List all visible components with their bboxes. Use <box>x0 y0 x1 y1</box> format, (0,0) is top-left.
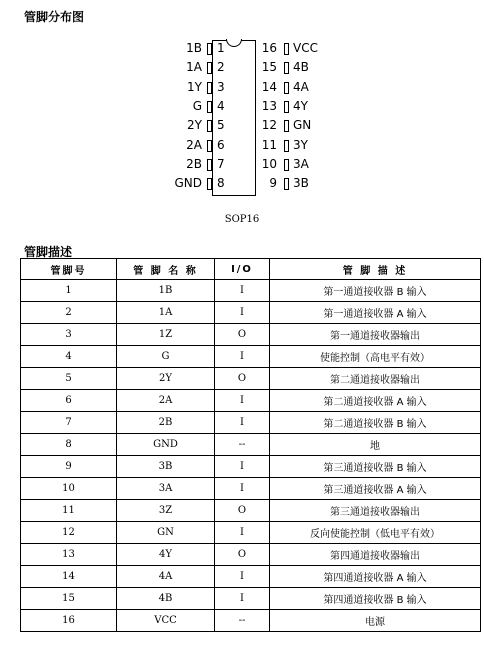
cell-io: I <box>215 412 270 434</box>
cell-pin-number: 11 <box>21 500 117 522</box>
cell-io: O <box>215 544 270 566</box>
cell-io: I <box>215 566 270 588</box>
table-row <box>21 456 481 478</box>
cell-description: 第二通道接收器输出 <box>270 368 481 390</box>
pin-number: 12 <box>261 118 277 133</box>
table-row <box>21 610 481 632</box>
pin-number: 6 <box>217 137 225 152</box>
table-row <box>21 280 481 302</box>
cell-pin-number: 3 <box>21 324 117 346</box>
cell-pin-name: GND <box>117 434 215 456</box>
pin-lead <box>284 120 289 132</box>
cell-io: O <box>215 500 270 522</box>
ic-pin-right <box>0 156 484 174</box>
pin-description-table <box>20 258 481 632</box>
cell-description: 第四通道接收器 A 输入 <box>270 566 481 588</box>
cell-io: I <box>215 390 270 412</box>
cell-pin-name: GN <box>117 522 215 544</box>
cell-description: 第一通道接收器输出 <box>270 324 481 346</box>
table-row <box>21 302 481 324</box>
pin-number: 14 <box>261 79 277 94</box>
pin-name: GN <box>293 118 312 133</box>
cell-io: O <box>215 368 270 390</box>
table-row <box>21 324 481 346</box>
pin-name: 2B <box>186 156 202 171</box>
cell-description: 使能控制（高电平有效） <box>270 346 481 368</box>
table-row <box>21 522 481 544</box>
ic-pin-right <box>0 117 484 135</box>
cell-io: I <box>215 280 270 302</box>
pin-name: VCC <box>293 41 318 55</box>
cell-description: 第一通道接收器 A 输入 <box>270 302 481 324</box>
cell-pin-name: 1B <box>117 280 215 302</box>
table-row <box>21 368 481 390</box>
cell-description: 电源 <box>270 610 481 632</box>
ic-pin-right <box>0 79 484 97</box>
cell-pin-number: 14 <box>21 566 117 588</box>
pin-description-section-title: 管脚描述 <box>24 245 73 259</box>
pin-name: 3A <box>293 156 309 171</box>
cell-pin-name: G <box>117 346 215 368</box>
cell-description: 反向使能控制（低电平有效） <box>270 522 481 544</box>
cell-pin-name: 3B <box>117 456 215 478</box>
cell-description: 第三通道接收器输出 <box>270 500 481 522</box>
pin-name: 3B <box>293 176 309 191</box>
cell-pin-number: 2 <box>21 302 117 324</box>
cell-io: I <box>215 456 270 478</box>
header-pin-number: 管脚号 <box>21 259 117 280</box>
table-row <box>21 588 481 610</box>
pin-number: 5 <box>217 118 225 133</box>
ic-pin-right <box>0 175 484 193</box>
cell-io: I <box>215 522 270 544</box>
pin-lead <box>284 178 289 190</box>
pin-number: 1 <box>217 41 225 55</box>
cell-pin-number: 5 <box>21 368 117 390</box>
pin-name: 2A <box>186 137 202 152</box>
ic-pin-right <box>0 137 484 155</box>
pin-number: 11 <box>261 137 277 152</box>
pin-number: 10 <box>261 156 277 171</box>
cell-pin-name: 1Z <box>117 324 215 346</box>
header-pin-description: 管 脚 描 述 <box>270 259 481 280</box>
table-header-row <box>21 259 481 280</box>
cell-io: -- <box>215 610 270 632</box>
package-label: SOP16 <box>224 214 260 225</box>
table-row <box>21 500 481 522</box>
cell-description: 第二通道接收器 B 输入 <box>270 412 481 434</box>
table-row <box>21 434 481 456</box>
cell-pin-number: 12 <box>21 522 117 544</box>
pin-name: 3Y <box>293 137 308 152</box>
cell-pin-name: VCC <box>117 610 215 632</box>
ic-pin-right <box>0 98 484 116</box>
pin-lead <box>284 101 289 113</box>
pin-name: 4Y <box>293 98 308 113</box>
pin-name: G <box>192 98 202 113</box>
cell-description: 第三通道接收器 A 输入 <box>270 478 481 500</box>
cell-pin-name: 4Y <box>117 544 215 566</box>
pin-name: 2Y <box>187 118 202 133</box>
table-row <box>21 346 481 368</box>
pin-number: 2 <box>217 60 225 75</box>
pin-number: 13 <box>261 98 277 113</box>
pin-name: 1Y <box>187 79 202 94</box>
table-row <box>21 566 481 588</box>
cell-pin-name: 3A <box>117 478 215 500</box>
cell-pin-number: 7 <box>21 412 117 434</box>
cell-pin-name: 2A <box>117 390 215 412</box>
cell-description: 地 <box>270 434 481 456</box>
cell-pin-name: 2B <box>117 412 215 434</box>
cell-description: 第四通道接收器 B 输入 <box>270 588 481 610</box>
pin-lead <box>284 140 289 152</box>
pin-number: 15 <box>261 60 277 75</box>
cell-io: I <box>215 346 270 368</box>
pin-name: 1B <box>186 41 202 55</box>
pin-number: 16 <box>261 41 277 55</box>
pinout-section-title: 管脚分布图 <box>24 10 85 24</box>
cell-pin-name: 4A <box>117 566 215 588</box>
cell-io: I <box>215 478 270 500</box>
cell-pin-name: 1A <box>117 302 215 324</box>
header-pin-name: 管 脚 名 称 <box>117 259 215 280</box>
cell-pin-name: 2Y <box>117 368 215 390</box>
pin-lead <box>284 62 289 74</box>
cell-pin-name: 3Z <box>117 500 215 522</box>
pin-name: 1A <box>186 60 202 75</box>
cell-description: 第三通道接收器 B 输入 <box>270 456 481 478</box>
pin-number: 3 <box>217 79 225 94</box>
cell-pin-name: 4B <box>117 588 215 610</box>
cell-io: I <box>215 302 270 324</box>
header-io: I/O <box>215 259 270 280</box>
cell-pin-number: 4 <box>21 346 117 368</box>
table-row <box>21 544 481 566</box>
pin-name: GND <box>174 176 202 191</box>
cell-description: 第二通道接收器 A 输入 <box>270 390 481 412</box>
cell-pin-number: 9 <box>21 456 117 478</box>
pin-number: 4 <box>217 98 225 113</box>
cell-description: 第四通道接收器输出 <box>270 544 481 566</box>
cell-io: I <box>215 588 270 610</box>
cell-io: O <box>215 324 270 346</box>
pin-lead <box>284 43 289 55</box>
pin-number: 7 <box>217 156 225 171</box>
cell-pin-number: 8 <box>21 434 117 456</box>
ic-pin-right <box>0 59 484 77</box>
cell-pin-number: 1 <box>21 280 117 302</box>
pin-lead <box>284 82 289 94</box>
table-row <box>21 478 481 500</box>
cell-pin-number: 16 <box>21 610 117 632</box>
cell-pin-number: 10 <box>21 478 117 500</box>
cell-io: -- <box>215 434 270 456</box>
pin-lead <box>284 159 289 171</box>
pin-number: 8 <box>217 176 225 191</box>
table-row <box>21 412 481 434</box>
ic-pin-right <box>0 40 484 58</box>
pin-name: 4B <box>293 60 309 75</box>
pin-name: 4A <box>293 79 309 94</box>
cell-pin-number: 15 <box>21 588 117 610</box>
cell-pin-number: 6 <box>21 390 117 412</box>
table-row <box>21 390 481 412</box>
cell-pin-number: 13 <box>21 544 117 566</box>
pin-number: 9 <box>269 176 277 191</box>
cell-description: 第一通道接收器 B 输入 <box>270 280 481 302</box>
